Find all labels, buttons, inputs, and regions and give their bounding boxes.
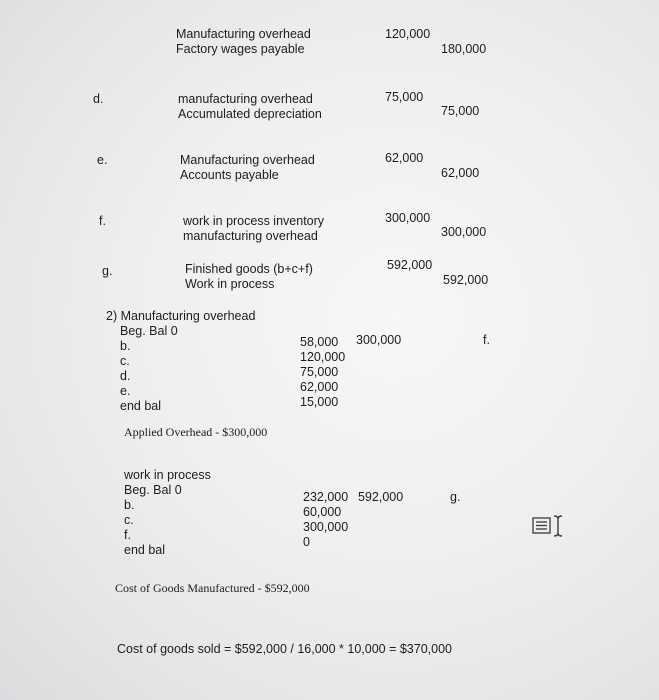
entry-e-accounts <box>180 153 315 183</box>
entry-g-credit-account: Work in process <box>185 277 275 291</box>
entry-d-accounts <box>178 92 322 122</box>
entry-c-debit-account: Manufacturing overhead <box>176 27 311 41</box>
overhead-debit-column <box>300 335 345 410</box>
entry-e-credit-amount: 62,000 <box>441 166 480 180</box>
overhead-credit-value: 300,000 <box>356 333 402 347</box>
overhead-row-label: c. <box>120 354 130 368</box>
overhead-row-label: b. <box>120 339 131 353</box>
entry-f-letter: f. <box>99 214 106 228</box>
wip-credit-ref: g. <box>450 490 461 504</box>
live-text-icon[interactable] <box>532 513 580 539</box>
wip-row-label: end bal <box>124 543 166 557</box>
entry-f-credit-amount: 300,000 <box>441 225 487 239</box>
entry-d-credit-account: Accumulated depreciation <box>178 107 322 121</box>
entry-d-credit-amount: 75,000 <box>441 104 480 118</box>
entry-c-credit-amount: 180,000 <box>441 42 487 56</box>
entry-d-debit-account: manufacturing overhead <box>178 92 313 106</box>
entry-g-credit-amount: 592,000 <box>443 273 489 287</box>
overhead-debit-value: 120,000 <box>300 350 346 364</box>
wip-beg-balance: Beg. Bal 0 <box>124 483 182 497</box>
entry-e-letter: e. <box>97 153 108 167</box>
overhead-debit-value: 15,000 <box>300 395 339 409</box>
overhead-debit-value: 75,000 <box>300 365 339 379</box>
overhead-debit-value: 62,000 <box>300 380 339 394</box>
overhead-row-label: d. <box>120 369 131 383</box>
wip-debit-value: 0 <box>303 535 310 549</box>
entry-g-debit-amount: 592,000 <box>387 258 433 272</box>
wip-account-labels <box>124 468 211 558</box>
cost-goods-manufactured-note: Cost of Goods Manufactured - $592,000 <box>115 581 310 595</box>
wip-account-title: work in process <box>124 468 211 482</box>
entry-f-accounts <box>183 214 324 244</box>
entry-g-debit-account: Finished goods (b+c+f) <box>185 262 313 276</box>
overhead-credit-ref: f. <box>483 333 490 347</box>
wip-debit-column <box>303 490 348 550</box>
entry-g-letter: g. <box>102 264 113 278</box>
entry-f-debit-account: work in process inventory <box>183 214 325 228</box>
wip-credit-value: 592,000 <box>358 490 404 504</box>
entry-c-accounts <box>176 27 311 57</box>
wip-debit-value: 300,000 <box>303 520 349 534</box>
wip-row-label: f. <box>124 528 131 542</box>
entry-c-credit-account: Factory wages payable <box>176 42 305 56</box>
overhead-beg-balance: Beg. Bal 0 <box>120 324 178 338</box>
wip-debit-value: 60,000 <box>303 505 342 519</box>
applied-overhead-note: Applied Overhead - $300,000 <box>124 425 268 439</box>
overhead-account-title: 2) Manufacturing overhead <box>106 309 256 323</box>
entry-d-debit-amount: 75,000 <box>385 90 424 104</box>
wip-row-label: c. <box>124 513 134 527</box>
entry-e-credit-account: Accounts payable <box>180 168 279 182</box>
entry-f-credit-account: manufacturing overhead <box>183 229 318 243</box>
overhead-account-labels <box>106 309 255 414</box>
overhead-row-label: e. <box>120 384 131 398</box>
entry-f-debit-amount: 300,000 <box>385 211 431 225</box>
entry-d-letter: d. <box>93 92 104 106</box>
entry-c-debit-amount: 120,000 <box>385 27 431 41</box>
cogs-line: Cost of goods sold = $592,000 / 16,000 * 10,000 = $370,000 <box>117 642 452 656</box>
wip-row-label: b. <box>124 498 135 512</box>
entry-e-debit-account: Manufacturing overhead <box>180 153 315 167</box>
overhead-debit-value: 58,000 <box>300 335 339 349</box>
overhead-row-label: end bal <box>120 399 162 413</box>
entry-g-accounts <box>185 262 313 292</box>
entry-e-debit-amount: 62,000 <box>385 151 424 165</box>
wip-debit-value: 232,000 <box>303 490 349 504</box>
